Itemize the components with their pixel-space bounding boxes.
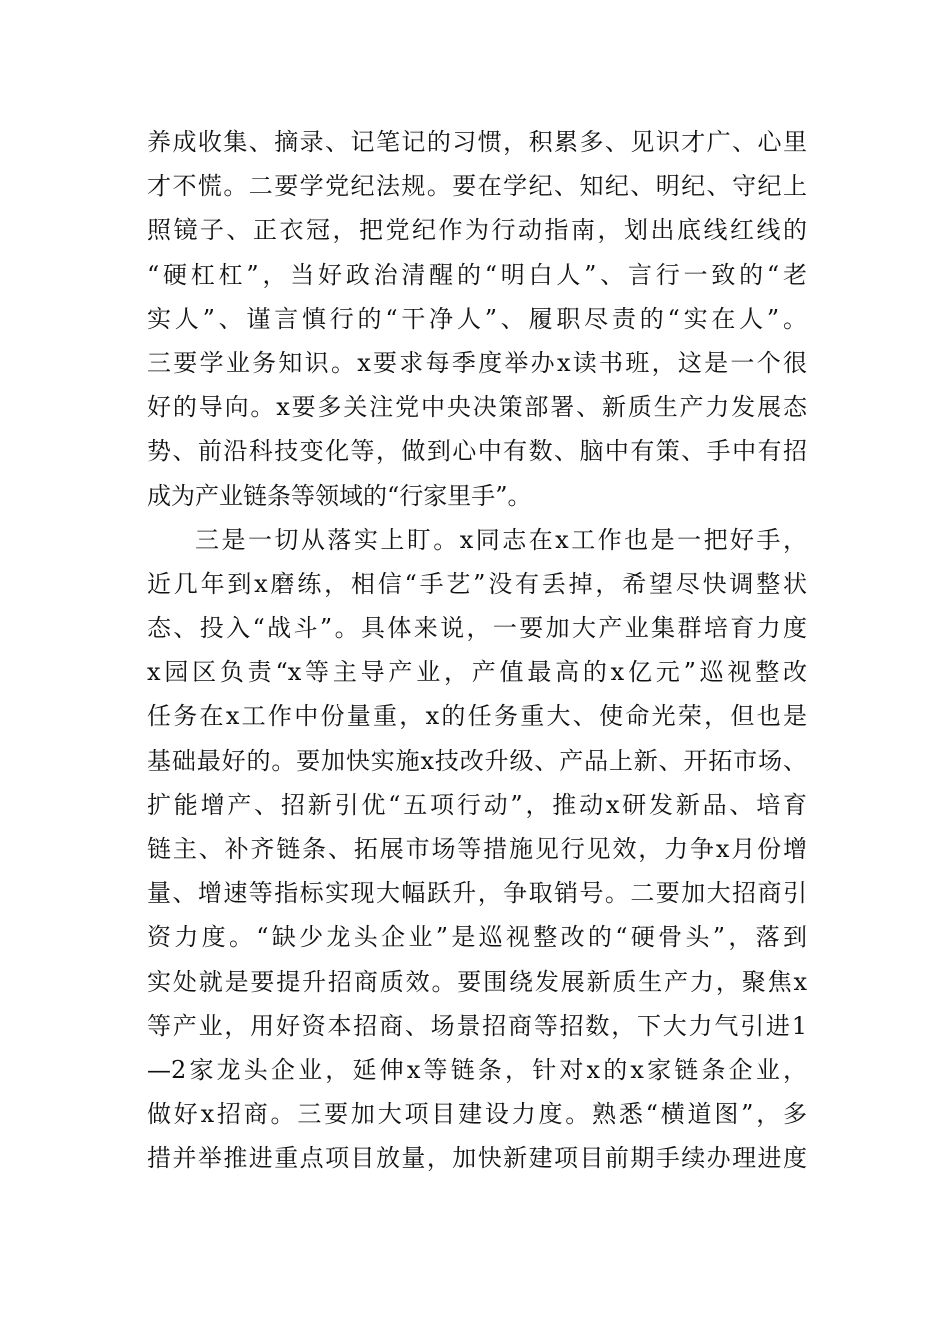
text-line: 才不慌。二要学党纪法规。要在学纪、知纪、明纪、守纪上 [147, 172, 807, 201]
text-line: 任务在x工作中份量重，x的任务重大、使命光荣，但也是 [147, 702, 807, 731]
text-line: 等产业，用好资本招商、场景招商等招数，下大力气引进1 [147, 1011, 807, 1040]
text-line: 量、增速等指标实现大幅跃升，争取销号。二要加大招商引 [147, 879, 807, 908]
text-line: 成为产业链条等领域的“行家里手”。 [147, 481, 532, 510]
text-line: x园区负责“x等主导产业，产值最高的x亿元”巡视整改 [147, 658, 807, 687]
text-line: 链主、补齐链条、拓展市场等措施见行见效，力争x月份增 [147, 835, 807, 863]
text-line: 态、投入“战斗”。具体来说，一要加大产业集群培育力度 [147, 614, 807, 643]
text-line: 做好x招商。三要加大项目建设力度。熟悉“横道图”，多 [147, 1100, 807, 1129]
text-line: 照镜子、正衣冠，把党纪作为行动指南，划出底线红线的 [147, 216, 807, 245]
text-line: 实人”、谨言慎行的“干净人”、履职尽责的“实在人”。 [147, 304, 807, 333]
text-line: 扩能增产、招新引优“五项行动”，推动x研发新品、培育 [147, 790, 807, 819]
text-line: 实处就是要提升招商质效。要围绕发展新质生产力，聚焦x [147, 967, 807, 996]
text-line: 三是一切从落实上盯。x同志在x工作也是一把好手， [195, 525, 807, 554]
text-line: 势、前沿科技变化等，做到心中有数、脑中有策、手中有招 [147, 437, 807, 466]
text-line: 资力度。“缺少龙头企业”是巡视整改的“硬骨头”，落到 [147, 923, 807, 952]
text-line: “硬杠杠”，当好政治清醒的“明白人”、言行一致的“老 [147, 260, 807, 289]
paragraph-1 [147, 120, 807, 518]
text-line: 养成收集、摘录、记笔记的习惯，积累多、见识才广、心里 [147, 128, 807, 156]
text-line: 措并举推进重点项目放量，加快新建项目前期手续办理进度 [147, 1144, 807, 1173]
document-body [147, 120, 807, 1181]
paragraph-2 [147, 518, 807, 1181]
text-line: 基础最好的。要加快实施x技改升级、产品上新、开拓市场、 [147, 746, 807, 775]
text-line: 三要学业务知识。x要求每季度举办x读书班，这是一个很 [147, 348, 807, 377]
text-line: —2家龙头企业，延伸x等链条，针对x的x家链条企业， [147, 1055, 807, 1084]
text-line: 近几年到x磨练，相信“手艺”没有丢掉，希望尽快调整状 [147, 569, 807, 598]
text-line: 好的导向。x要多关注党中央决策部署、新质生产力发展态 [147, 393, 807, 422]
